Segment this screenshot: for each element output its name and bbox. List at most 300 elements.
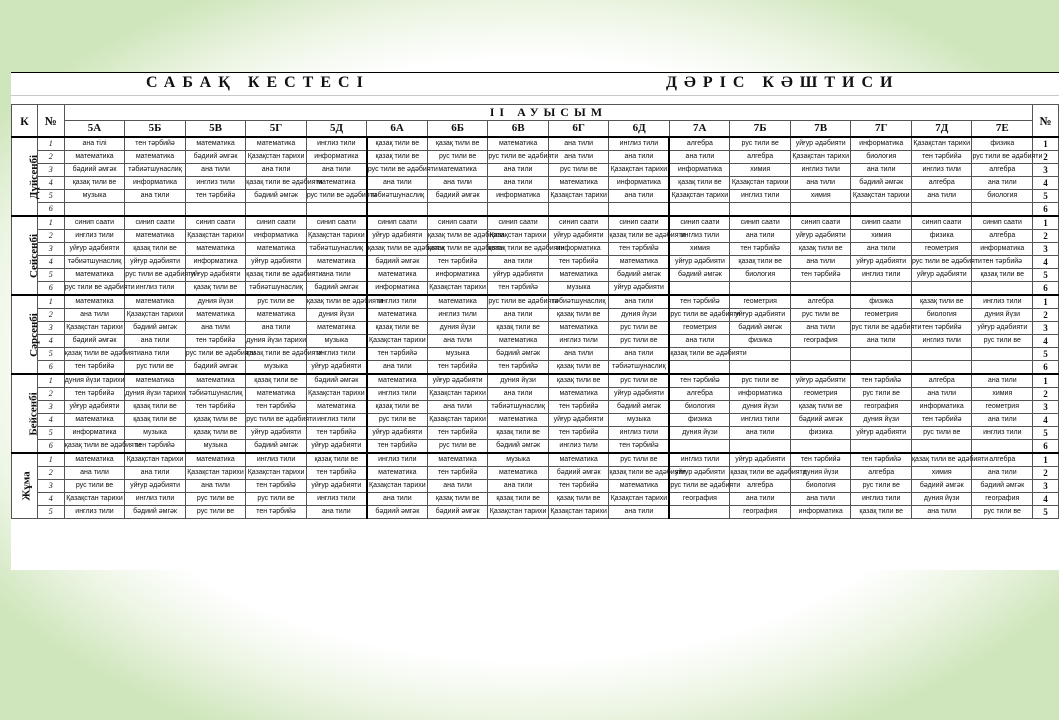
lesson-cell: ана тили (427, 335, 488, 348)
lesson-cell: Қазақстан тарихи (125, 309, 186, 322)
table-row (12, 374, 1059, 388)
lesson-cell: синип саати (911, 216, 972, 230)
lesson-cell (790, 440, 851, 454)
lesson-cell: ана тили (64, 467, 125, 480)
lesson-cell: ана тили (911, 388, 972, 401)
lesson-cell: информатика (488, 190, 549, 203)
lesson-cell: уйғур әдәбияти (64, 401, 125, 414)
class-header: 7А (669, 121, 730, 138)
lesson-cell: Қазақстан тарихи (851, 190, 912, 203)
lesson-cell (911, 282, 972, 296)
lesson-cell: алгебра (730, 480, 791, 493)
lesson-cell: информатика (972, 243, 1033, 256)
title-right: ДӘРІС КӘШТИСИ (666, 74, 900, 91)
lesson-cell: бәдиий әмгәк (488, 440, 549, 454)
lesson-cell: қазақ тили ве (367, 322, 428, 335)
lesson-cell: рус тили ве әдәбияти (488, 295, 549, 309)
lesson-number: 5 (37, 506, 64, 519)
lesson-cell (669, 506, 730, 519)
lesson-number: 2 (37, 151, 64, 164)
lesson-cell: ана тілі (64, 137, 125, 151)
lesson-cell: математика (185, 137, 246, 151)
lesson-cell: физика (972, 137, 1033, 151)
lesson-cell: қазақ тили ве (548, 361, 609, 375)
lesson-cell: уйғур әдәбияти (548, 414, 609, 427)
lesson-cell: қазақ тили ве (669, 177, 730, 190)
lesson-cell: уйғур әдәбияти (790, 137, 851, 151)
lesson-cell: қазақ тили ве (185, 427, 246, 440)
lesson-number: 6 (37, 203, 64, 217)
lesson-cell: қазақ тили ве (185, 414, 246, 427)
lesson-cell: уйғур әдәбияти (548, 230, 609, 243)
lesson-cell: математика (125, 230, 186, 243)
table-row (12, 216, 1059, 230)
lesson-number-right: 4 (1033, 177, 1059, 190)
lesson-cell: синип саати (972, 216, 1033, 230)
lesson-cell: тен тәрбийә (609, 440, 670, 454)
lesson-cell: химия (911, 467, 972, 480)
lesson-cell: геометрия (851, 309, 912, 322)
lesson-cell (185, 203, 246, 217)
lesson-cell: тәбиәтшунаслиқ (185, 388, 246, 401)
lesson-number-right: 4 (1033, 493, 1059, 506)
lesson-cell: синип саати (306, 216, 367, 230)
lesson-cell: физика (911, 230, 972, 243)
lesson-cell: бәдиий әмгәк (367, 506, 428, 519)
lesson-cell: музыка (609, 414, 670, 427)
lesson-cell: биология (730, 269, 791, 282)
lesson-cell: математика (427, 453, 488, 467)
lesson-cell: музыка (64, 190, 125, 203)
lesson-cell: қазақ тили ве әдәбияти (730, 467, 791, 480)
lesson-cell: биология (669, 401, 730, 414)
lesson-cell: қазақ тили ве (367, 401, 428, 414)
lesson-cell: математика (427, 295, 488, 309)
lesson-cell: рус тили ве (911, 427, 972, 440)
lesson-cell: синип саати (427, 216, 488, 230)
lesson-number-right: 2 (1033, 151, 1059, 164)
lesson-number: 2 (37, 230, 64, 243)
lesson-cell: инглиз тили (306, 493, 367, 506)
lesson-number-right: 2 (1033, 230, 1059, 243)
lesson-cell: математика (185, 309, 246, 322)
lesson-cell: математика (64, 453, 125, 467)
lesson-cell: уйғур әдәбияти (246, 427, 307, 440)
lesson-cell: алгебра (669, 137, 730, 151)
lesson-cell: Қазақстан тарихи (548, 190, 609, 203)
table-row (12, 506, 1059, 519)
lesson-cell: рус тили ве әдәбияти (185, 348, 246, 361)
lesson-cell: математика (548, 453, 609, 467)
lesson-cell (730, 361, 791, 375)
lesson-cell: информатика (367, 282, 428, 296)
lesson-cell: физика (790, 427, 851, 440)
lesson-cell: рус тили ве (730, 374, 791, 388)
lesson-cell: математика (367, 374, 428, 388)
lesson-cell: тен тәрбийә (427, 361, 488, 375)
lesson-cell: тен тәрбийә (246, 506, 307, 519)
lesson-number-right: 4 (1033, 414, 1059, 427)
lesson-cell: ана тили (790, 177, 851, 190)
lesson-cell: Қазақстан тарихи (548, 506, 609, 519)
lesson-cell (730, 203, 791, 217)
table-row (12, 322, 1059, 335)
lesson-cell: геометрия (972, 401, 1033, 414)
lesson-cell: тен тәрбийә (548, 256, 609, 269)
lesson-cell: қазақ тили ве (125, 401, 186, 414)
lesson-cell: дуния йүзи (730, 401, 791, 414)
lesson-cell: ана тили (125, 467, 186, 480)
lesson-number-right: 4 (1033, 335, 1059, 348)
lesson-cell: инглиз тили (246, 453, 307, 467)
lesson-cell (972, 203, 1033, 217)
table-row (12, 164, 1059, 177)
lesson-cell: бәдиий әмгәк (64, 335, 125, 348)
lesson-cell: Қазақстан тарихи (790, 151, 851, 164)
lesson-cell: тен тәрбийә (427, 256, 488, 269)
lesson-cell: рус тили ве (246, 295, 307, 309)
lesson-cell: ана тили (790, 256, 851, 269)
class-header: 5В (185, 121, 246, 138)
lesson-number-right: 2 (1033, 388, 1059, 401)
table-row (12, 282, 1059, 296)
lesson-cell: рус тили ве әдәбияти (669, 309, 730, 322)
lesson-number-right: 1 (1033, 216, 1059, 230)
lesson-number-right: 3 (1033, 480, 1059, 493)
lesson-cell: дуния йүзи (911, 493, 972, 506)
lesson-cell: математика (246, 137, 307, 151)
lesson-cell: информатика (246, 230, 307, 243)
lesson-cell: Қазақстан тарихи (246, 467, 307, 480)
lesson-cell: қазақ тили ве (427, 493, 488, 506)
lesson-cell (730, 440, 791, 454)
lesson-cell: ана тили (488, 309, 549, 322)
lesson-cell: дуния йүзи тарихи (64, 374, 125, 388)
lesson-cell: рус тили ве (367, 414, 428, 427)
shift-header: II АУЫСЫМ (64, 105, 1032, 121)
lesson-number: 4 (37, 335, 64, 348)
lesson-cell: тен тәрбийә (64, 361, 125, 375)
lesson-cell: информатика (427, 269, 488, 282)
lesson-cell: инглиз тили (427, 309, 488, 322)
lesson-cell: бәдиий әмгәк (911, 480, 972, 493)
lesson-cell: синип саати (669, 216, 730, 230)
table-row (12, 269, 1059, 282)
lesson-cell: математика (488, 467, 549, 480)
lesson-cell: Қазақстан тарихи (125, 453, 186, 467)
lesson-cell (911, 440, 972, 454)
corner-number-right: № (1033, 105, 1059, 138)
table-row (12, 480, 1059, 493)
lesson-cell: инглиз тили (730, 414, 791, 427)
lesson-cell: тен тәрбийә (911, 151, 972, 164)
lesson-cell: рус тили ве (609, 335, 670, 348)
lesson-cell: алгебра (911, 177, 972, 190)
lesson-cell: синип саати (185, 216, 246, 230)
lesson-cell: ана тили (609, 295, 670, 309)
table-row (12, 335, 1059, 348)
lesson-cell: математика (548, 322, 609, 335)
lesson-cell: ана тили (548, 151, 609, 164)
lesson-cell: информатика (306, 151, 367, 164)
lesson-cell: ана тили (548, 137, 609, 151)
lesson-cell: ана тили (427, 401, 488, 414)
lesson-cell: қазақ тили ве әдәбияти (246, 269, 307, 282)
lesson-cell: дуния йүзи (851, 414, 912, 427)
lesson-cell: тәбиәтшунаслиқ (548, 295, 609, 309)
lesson-cell: ана тили (609, 190, 670, 203)
lesson-cell: қазақ тили ве (306, 453, 367, 467)
lesson-cell: бәдиий әмгәк (790, 414, 851, 427)
lesson-number: 5 (37, 190, 64, 203)
lesson-cell: ана тили (427, 480, 488, 493)
lesson-cell: ана тили (851, 243, 912, 256)
lesson-number-right: 1 (1033, 295, 1059, 309)
lesson-cell: рус тили ве (972, 335, 1033, 348)
lesson-cell: тен тәрбийә (911, 322, 972, 335)
lesson-cell: география (972, 493, 1033, 506)
lesson-cell: бәдиий әмгәк (972, 480, 1033, 493)
lesson-cell: математика (246, 309, 307, 322)
lesson-cell: алгебра (972, 164, 1033, 177)
lesson-cell: уйғур әдәбияти (246, 256, 307, 269)
lesson-cell: математика (306, 177, 367, 190)
lesson-cell: математика (64, 295, 125, 309)
lesson-cell: уйғур әдәбияти (367, 230, 428, 243)
lesson-cell: тен тәрбийә (306, 427, 367, 440)
lesson-cell: ана тили (609, 151, 670, 164)
lesson-cell: музыка (306, 335, 367, 348)
lesson-cell: Қазақстан тарихи (185, 467, 246, 480)
lesson-cell: уйғур әдәбияти (911, 269, 972, 282)
class-header: 7В (790, 121, 851, 138)
lesson-cell: ана тили (911, 506, 972, 519)
lesson-cell: бәдиий әмгәк (367, 256, 428, 269)
lesson-cell: химия (669, 243, 730, 256)
lesson-cell: уйғур әдәбияти (125, 256, 186, 269)
lesson-cell: музыка (125, 427, 186, 440)
lesson-cell: ана тили (972, 374, 1033, 388)
lesson-cell: уйғур әдәбияти (730, 453, 791, 467)
lesson-cell: физика (851, 295, 912, 309)
lesson-cell: ана тили (185, 164, 246, 177)
lesson-cell: ана тили (911, 190, 972, 203)
lesson-cell: бәдиий әмгәк (306, 282, 367, 296)
lesson-cell: математика (185, 374, 246, 388)
lesson-cell: рус тили ве әдәбияти (125, 269, 186, 282)
lesson-number-right: 3 (1033, 322, 1059, 335)
lesson-number-right: 4 (1033, 256, 1059, 269)
lesson-cell: ана тили (488, 164, 549, 177)
lesson-number-right: 5 (1033, 427, 1059, 440)
lesson-cell: информатика (790, 506, 851, 519)
class-header: 5А (64, 121, 125, 138)
lesson-cell: ана тили (609, 506, 670, 519)
lesson-cell: тен тәрбийә (185, 190, 246, 203)
lesson-cell: тен тәрбийә (125, 137, 186, 151)
schedule-sheet (11, 72, 1059, 570)
lesson-number: 1 (37, 216, 64, 230)
lesson-cell: бәдиий әмгәк (851, 177, 912, 190)
lesson-cell: қазақ тили ве әдәбияти (64, 440, 125, 454)
lesson-cell: физика (730, 335, 791, 348)
lesson-cell: рус тили ве (609, 322, 670, 335)
lesson-cell: Қазақстан тарихи (488, 230, 549, 243)
day-label (12, 453, 38, 519)
class-header: 6Б (427, 121, 488, 138)
lesson-cell: ана тили (246, 322, 307, 335)
lesson-cell: дуния йүзи (972, 309, 1033, 322)
lesson-cell: рус тили ве (851, 480, 912, 493)
lesson-cell: информатика (185, 256, 246, 269)
title-bar (11, 72, 1059, 96)
table-row (12, 388, 1059, 401)
lesson-number-right: 6 (1033, 282, 1059, 296)
lesson-cell: инглиз тили (125, 493, 186, 506)
lesson-cell: тәбиәтшунаслиқ (367, 190, 428, 203)
lesson-cell: қазақ тили ве әдәбияти (64, 348, 125, 361)
lesson-cell: дуния йүзи (669, 427, 730, 440)
lesson-cell: математика (548, 269, 609, 282)
lesson-cell: математика (548, 177, 609, 190)
lesson-cell: қазақ тили ве (488, 493, 549, 506)
lesson-cell: геометрия (669, 322, 730, 335)
lesson-number: 6 (37, 361, 64, 375)
table-row (12, 256, 1059, 269)
lesson-cell: рус тили ве (64, 480, 125, 493)
table-row (12, 151, 1059, 164)
lesson-cell (125, 203, 186, 217)
lesson-cell: уйғур әдәбияти (790, 230, 851, 243)
lesson-cell: тен тәрбийә (246, 480, 307, 493)
lesson-cell: рус тили ве (427, 440, 488, 454)
day-label (12, 216, 41, 295)
lesson-cell: ана тили (427, 177, 488, 190)
class-header: 5Д (306, 121, 367, 138)
lesson-cell: қазақ тили ве (367, 137, 428, 151)
lesson-cell: инглиз тили (306, 137, 367, 151)
lesson-cell: геометрия (730, 295, 791, 309)
lesson-cell: синип саати (609, 216, 670, 230)
lesson-cell: инглиз тили (609, 137, 670, 151)
table-row (12, 427, 1059, 440)
lesson-cell: тен тәрбийә (548, 401, 609, 414)
lesson-cell (427, 203, 488, 217)
lesson-cell: бәдиий әмгәк (730, 322, 791, 335)
lesson-cell: синип саати (548, 216, 609, 230)
lesson-cell: математика (488, 414, 549, 427)
lesson-number-right: 3 (1033, 401, 1059, 414)
table-row (12, 467, 1059, 480)
lesson-number-right: 3 (1033, 164, 1059, 177)
lesson-cell (911, 348, 972, 361)
lesson-cell: информатика (548, 243, 609, 256)
lesson-cell: инглиз тили (851, 493, 912, 506)
lesson-number: 2 (37, 309, 64, 322)
lesson-cell: дуния йүзи (609, 309, 670, 322)
lesson-cell (851, 203, 912, 217)
lesson-cell (851, 348, 912, 361)
lesson-cell: ана тили (185, 322, 246, 335)
day-label (12, 137, 41, 216)
lesson-cell: биология (790, 480, 851, 493)
lesson-cell: рус тили ве әдәбияти (367, 164, 428, 177)
lesson-cell (790, 282, 851, 296)
lesson-cell: Қазақстан тарихи (246, 151, 307, 164)
lesson-cell: тен тәрбийә (972, 256, 1033, 269)
lesson-cell: инглиз тили (911, 335, 972, 348)
lesson-number: 2 (37, 467, 64, 480)
lesson-cell: уйғур әдәбияти (851, 427, 912, 440)
lesson-cell: рус тили ве әдәбияти (911, 256, 972, 269)
lesson-cell: геометрия (911, 243, 972, 256)
lesson-cell: қазақ тили ве (64, 177, 125, 190)
lesson-number: 2 (37, 388, 64, 401)
day-name: Жұма (20, 471, 33, 501)
lesson-cell (972, 361, 1033, 375)
table-row (12, 414, 1059, 427)
lesson-cell: математика (246, 388, 307, 401)
lesson-cell: музыка (488, 453, 549, 467)
lesson-cell: ана тили (306, 269, 367, 282)
lesson-cell: қазақ тили ве әдәбияти (609, 230, 670, 243)
lesson-cell: математика (64, 151, 125, 164)
lesson-cell: математика (125, 374, 186, 388)
lesson-cell: уйғур әдәбияти (306, 440, 367, 454)
table-row (12, 177, 1059, 190)
lesson-cell: география (790, 335, 851, 348)
class-header: 6В (488, 121, 549, 138)
lesson-cell: инглиз тили (972, 295, 1033, 309)
lesson-cell: ана тили (730, 230, 791, 243)
lesson-cell: тен тәрбийә (851, 374, 912, 388)
table-row (12, 348, 1059, 361)
lesson-cell: уйғур әдәбияти (730, 309, 791, 322)
lesson-cell: ана тили (488, 256, 549, 269)
lesson-cell: синип саати (488, 216, 549, 230)
lesson-number-right: 5 (1033, 269, 1059, 282)
lesson-cell: ана тили (609, 348, 670, 361)
lesson-cell: рус тили ве (730, 137, 791, 151)
lesson-cell: дуния йүзи (427, 322, 488, 335)
lesson-cell: ана тили (125, 335, 186, 348)
lesson-cell: Қазақстан тарихи (488, 506, 549, 519)
lesson-cell: тен тәрбийә (64, 388, 125, 401)
lesson-cell: инглиз тили (669, 230, 730, 243)
lesson-number-right: 2 (1033, 467, 1059, 480)
lesson-cell: бәдиий әмгәк (246, 190, 307, 203)
lesson-cell: қазақ тили ве әдәбияти (911, 453, 972, 467)
lesson-cell: ана тили (669, 335, 730, 348)
lesson-cell: тен тәрбийә (125, 440, 186, 454)
lesson-cell: математика (548, 388, 609, 401)
lesson-cell: бәдиий әмгәк (64, 164, 125, 177)
lesson-cell: тәбиәтшунаслиқ (125, 164, 186, 177)
lesson-cell: рус тили ве (972, 506, 1033, 519)
lesson-cell: ана тили (972, 177, 1033, 190)
lesson-cell: уйғур әдәбияти (669, 256, 730, 269)
lesson-cell: рус тили ве (246, 493, 307, 506)
table-row (12, 401, 1059, 414)
lesson-cell: инглиз тили (609, 427, 670, 440)
lesson-cell: ана тили (790, 493, 851, 506)
lesson-cell (790, 203, 851, 217)
lesson-cell: уйғур әдәбияти (64, 243, 125, 256)
lesson-cell: инглиз тили (306, 414, 367, 427)
day-name: Бейсенбі (27, 391, 40, 436)
lesson-cell: тен тәрбийә (669, 374, 730, 388)
lesson-cell: ана тили (185, 480, 246, 493)
